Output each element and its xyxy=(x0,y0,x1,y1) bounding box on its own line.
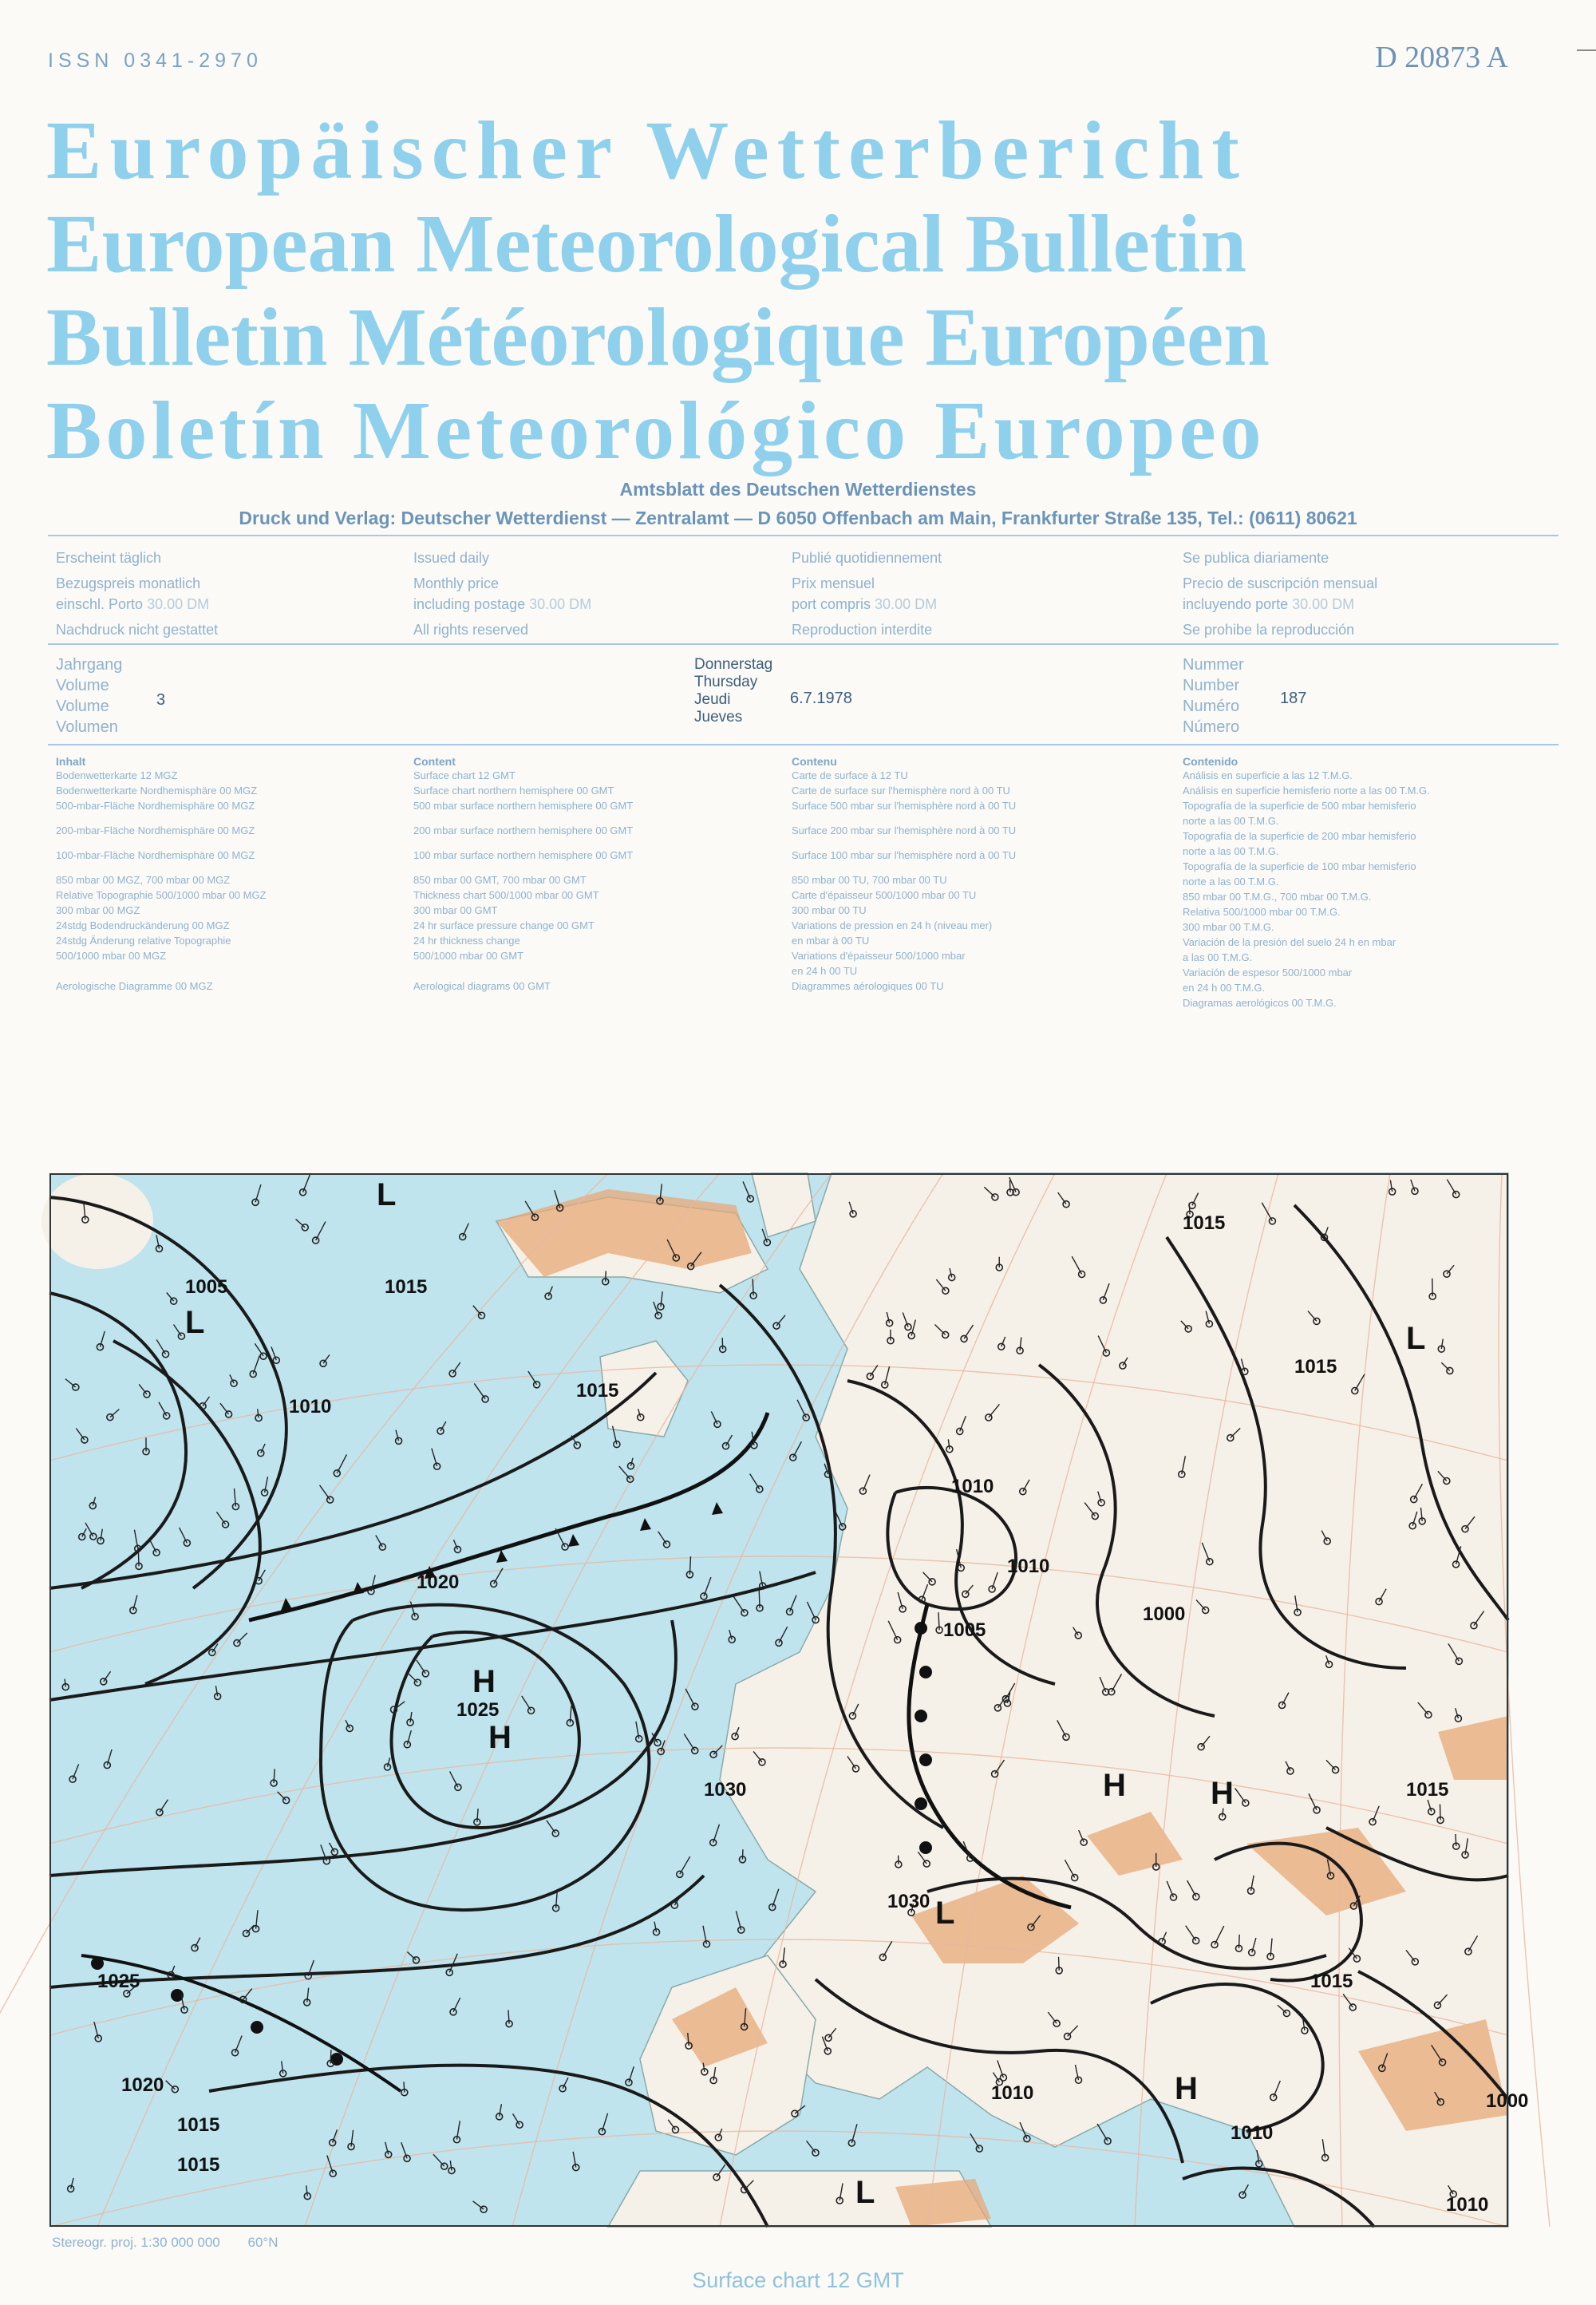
contents-item: 24 hr thickness change xyxy=(413,935,520,947)
volume-label: Volume xyxy=(56,698,109,715)
contents-item: Thickness chart 500/1000 mbar 00 GMT xyxy=(413,889,599,901)
isobar-label: 1010 xyxy=(1007,1556,1050,1577)
contents-item: 24stdg Änderung relative Topographie xyxy=(56,935,231,947)
contents-heading: Inhalt xyxy=(56,755,86,768)
postage-text: port compris xyxy=(792,596,871,612)
issued-text: Se publica diariamente xyxy=(1183,550,1329,566)
warm-front-semicircle xyxy=(919,1841,932,1854)
map-footer xyxy=(52,2235,278,2251)
volume-label: Jahrgang xyxy=(56,656,123,674)
isobar-label: 1015 xyxy=(1183,1212,1226,1234)
title-english: European Meteorological Bulletin xyxy=(46,198,1247,290)
contents-item xyxy=(56,963,407,979)
terrain-relief xyxy=(895,2179,991,2227)
wind-barb xyxy=(1009,1180,1010,1192)
contents-item: Análisis en superficie a las 12 T.M.G. xyxy=(1183,769,1353,781)
warm-front-semicircle xyxy=(915,1622,927,1635)
contents-heading: Contenido xyxy=(1183,755,1238,768)
contents-column xyxy=(56,755,407,994)
contents-item: 100-mbar-Fläche Nordhemisphäre 00 MGZ xyxy=(56,849,255,861)
isobar-label: 1020 xyxy=(121,2074,164,2096)
contents-item xyxy=(413,863,764,872)
contents-item: Relativa 500/1000 mbar 00 T.M.G. xyxy=(1183,906,1341,918)
rights-text: Se prohibe la reproducción xyxy=(1183,622,1355,638)
contents-item: 500-mbar-Fläche Nordhemisphäre 00 MGZ xyxy=(56,800,255,812)
price-value: 30.00 DM xyxy=(529,596,592,612)
isobar-label: 1020 xyxy=(417,1572,460,1593)
official-gazette-line: Amtsblatt des Deutschen Wetterdienstes xyxy=(619,479,977,500)
warm-front-semicircle xyxy=(919,1753,932,1766)
latitude-note: 60°N xyxy=(247,2235,279,2250)
contents-column xyxy=(792,755,1143,994)
isobar-label: 1030 xyxy=(704,1779,747,1801)
isobar-label: 1005 xyxy=(185,1276,228,1298)
number-labels xyxy=(1183,654,1244,737)
isobar-label: 1015 xyxy=(1310,1971,1353,1992)
contents-item: Diagramas aerológicos 00 T.M.G. xyxy=(1183,997,1337,1009)
isobar-label: 1030 xyxy=(887,1891,930,1912)
title-spanish: Boletín Meteorológico Europeo xyxy=(46,385,1266,476)
contents-heading: Content xyxy=(413,755,456,768)
contents-item: 500/1000 mbar 00 MGZ xyxy=(56,950,167,962)
isobar-label: 1010 xyxy=(951,1476,994,1497)
contents-item xyxy=(792,813,1143,823)
price-value: 30.00 DM xyxy=(875,596,938,612)
contents-item: 500/1000 mbar 00 GMT xyxy=(413,950,524,962)
contents-item: Bodenwetterkarte 12 MGZ xyxy=(56,769,178,781)
contents-item: Topografía de la superficie de 100 mbar hemisferio xyxy=(1183,860,1416,872)
projection-note: Stereogr. proj. 1:30 000 000 xyxy=(52,2235,220,2250)
contents-item: Carte d'épaisseur 500/1000 mbar 00 TU xyxy=(792,889,977,901)
postage-text: incluyendo porte xyxy=(1183,596,1289,612)
contents-item xyxy=(413,963,764,979)
contents-item: Surface 500 mbar sur l'hemisphère nord à 00 TU xyxy=(792,800,1017,812)
contents-item: 200 mbar surface northern hemisphere 00 GMT xyxy=(413,824,634,836)
issn: ISSN 0341-2970 xyxy=(48,49,263,72)
contents-item: Surface chart 12 GMT xyxy=(413,769,516,781)
subscription-german xyxy=(56,548,407,640)
contents-item xyxy=(56,863,407,872)
wind-barb xyxy=(759,1590,760,1608)
number-label: Nummer xyxy=(1183,656,1244,674)
isobar-label: 1010 xyxy=(1446,2194,1489,2216)
chart-caption: Surface chart 12 GMT xyxy=(692,2268,904,2292)
contents-item: Variación de espesor 500/1000 mbar xyxy=(1183,967,1353,979)
title-german: Europäischer Wetterbericht xyxy=(46,105,1247,196)
contents-item: norte a las 00 T.M.G. xyxy=(1183,845,1279,857)
warm-front-semicircle xyxy=(919,1666,932,1678)
divider xyxy=(48,744,1558,745)
volume-labels xyxy=(56,654,122,737)
issued-text: Publié quotidiennement xyxy=(792,550,942,566)
contents-heading: Contenu xyxy=(792,755,837,768)
divider xyxy=(48,643,1558,645)
postage-text: einschl. Porto xyxy=(56,596,144,612)
isobar-label: 1015 xyxy=(576,1380,619,1402)
volume-label: Volume xyxy=(56,677,109,694)
contents-item: Topografía de la superficie de 200 mbar hemisferio xyxy=(1183,830,1416,842)
contents-item: 500 mbar surface northern hemisphere 00 GMT xyxy=(413,800,634,812)
contents-item: 24stdg Bodendruckänderung 00 MGZ xyxy=(56,919,230,931)
warm-front-semicircle xyxy=(330,2053,343,2066)
high-pressure-center: H xyxy=(488,1720,512,1755)
contents-item: 850 mbar 00 T.M.G., 700 mbar 00 T.M.G. xyxy=(1183,891,1372,903)
wind-barb xyxy=(1238,1935,1239,1948)
low-pressure-center: L xyxy=(185,1305,205,1340)
isobar-label: 1000 xyxy=(1143,1603,1186,1625)
isobar-label: 1010 xyxy=(1231,2122,1274,2144)
isobar-label: 1015 xyxy=(177,2114,220,2136)
contents-item xyxy=(56,838,407,848)
volume-label: Volumen xyxy=(56,718,118,736)
wind-barb xyxy=(1059,1957,1060,1971)
contents-item: Aerologische Diagramme 00 MGZ xyxy=(56,980,213,992)
contents-item: Diagrammes aérologiques 00 TU xyxy=(792,980,944,992)
rights-text: Nachdruck nicht gestattet xyxy=(56,622,219,638)
price-label: Bezugspreis monatlich xyxy=(56,575,201,591)
contents-item: 300 mbar 00 T.M.G. xyxy=(1183,921,1274,933)
contents-item: Variations de pression en 24 h (niveau mer) xyxy=(792,919,993,931)
subscription-english xyxy=(413,548,764,640)
number-label: Number xyxy=(1183,677,1240,694)
contents-item: 850 mbar 00 GMT, 700 mbar 00 GMT xyxy=(413,874,587,886)
number-label: Numéro xyxy=(1183,698,1240,715)
weekday-labels xyxy=(694,656,772,726)
price-line xyxy=(56,594,407,615)
price-line xyxy=(792,594,1143,615)
low-pressure-center: L xyxy=(1406,1321,1426,1356)
price-value: 30.00 DM xyxy=(1292,596,1355,612)
issued-text: Erscheint täglich xyxy=(56,550,162,566)
contents-item xyxy=(413,838,764,848)
contents-item: Análisis en superficie hemisferio norte a las 00 T.M.G. xyxy=(1183,785,1430,797)
price-line xyxy=(1183,594,1550,615)
low-pressure-center: L xyxy=(377,1177,397,1212)
isobar-label: 1010 xyxy=(991,2082,1034,2104)
divider xyxy=(48,535,1558,536)
rights-text: Reproduction interdite xyxy=(792,622,933,638)
volume-value: 3 xyxy=(156,691,166,709)
contents-item: 200-mbar-Fläche Nordhemisphäre 00 MGZ xyxy=(56,824,255,836)
wind-barb xyxy=(330,2050,331,2063)
contents-item: en 24 h 00 TU xyxy=(792,965,858,977)
contents-item xyxy=(413,813,764,823)
issued-text: Issued daily xyxy=(413,550,490,566)
issue-date: 6.7.1978 xyxy=(790,690,852,707)
title-french: Bulletin Météorologique Européen xyxy=(46,291,1270,383)
isobar-label: 1005 xyxy=(943,1619,986,1641)
low-pressure-center: L xyxy=(855,2175,875,2210)
contents-column xyxy=(413,755,764,994)
contents-item: Surface chart northern hemisphere 00 GMT xyxy=(413,785,614,797)
contents-item: 850 mbar 00 TU, 700 mbar 00 TU xyxy=(792,874,947,886)
contents-item: 24 hr surface pressure change 00 GMT xyxy=(413,919,595,931)
wind-barb xyxy=(138,1547,139,1566)
contents-item: Surface 200 mbar sur l'hemisphère nord à 00 TU xyxy=(792,824,1017,836)
contents-item: en 24 h 00 T.M.G. xyxy=(1183,982,1266,994)
high-pressure-center: H xyxy=(1175,2071,1198,2106)
isobar-label: 1010 xyxy=(289,1396,332,1417)
weekday: Donnerstag xyxy=(694,656,773,673)
contents-item: Variations d'épaisseur 500/1000 mbar xyxy=(792,950,966,962)
contents-item: a las 00 T.M.G. xyxy=(1183,951,1253,963)
high-pressure-center: H xyxy=(1211,1776,1234,1811)
contents-item: norte a las 00 T.M.G. xyxy=(1183,815,1279,827)
contents-item: Carte de surface sur l'hemisphère nord à 00 TU xyxy=(792,785,1010,797)
contents-item: 300 mbar 00 TU xyxy=(792,904,867,916)
contents-item: Variación de la presión del suelo 24 h en mbar xyxy=(1183,936,1396,948)
warm-front-semicircle xyxy=(915,1797,927,1810)
contents-item: Aerological diagrams 00 GMT xyxy=(413,980,551,992)
contents-item: 300 mbar 00 GMT xyxy=(413,904,498,916)
price-label: Precio de suscripción mensual xyxy=(1183,575,1378,591)
contents-item xyxy=(792,863,1143,872)
number-label: Número xyxy=(1183,718,1240,736)
contents-item: Relative Topographie 500/1000 mbar 00 MGZ xyxy=(56,889,267,901)
isobar-label: 1000 xyxy=(1486,2090,1529,2112)
price-label: Prix mensuel xyxy=(792,575,875,591)
postage-text: including postage xyxy=(413,596,526,612)
warm-front-semicircle xyxy=(915,1710,927,1722)
contents-item: 100 mbar surface northern hemisphere 00 GMT xyxy=(413,849,634,861)
weekday: Jueves xyxy=(694,709,743,726)
publisher-line: Druck und Verlag: Deutscher Wetterdienst — Zentralamt — D 6050 Offenbach am Main, Frankfurter Straße 135, Tel.: (0611) 80621 xyxy=(239,508,1357,528)
isobar-label: 1015 xyxy=(1294,1356,1337,1378)
title-block xyxy=(46,104,1562,477)
subscription-french xyxy=(792,548,1143,640)
warm-front-semicircle xyxy=(91,1957,104,1970)
contents-item: en mbar à 00 TU xyxy=(792,935,870,947)
rights-text: All rights reserved xyxy=(413,622,529,638)
contents-item xyxy=(792,838,1143,848)
subscription-spanish xyxy=(1183,548,1550,640)
isobar-label: 1015 xyxy=(177,2154,220,2176)
high-pressure-center: H xyxy=(1103,1768,1126,1803)
contents-item: 850 mbar 00 MGZ, 700 mbar 00 MGZ xyxy=(56,874,231,886)
isobar-label: 1015 xyxy=(385,1276,428,1298)
isobar-label: 1025 xyxy=(97,1971,140,1992)
issue-number: 187 xyxy=(1280,690,1307,707)
contents-item: Carte de surface à 12 TU xyxy=(792,769,908,781)
surface-weather-map xyxy=(49,1173,1529,2227)
price-label: Monthly price xyxy=(413,575,500,591)
low-pressure-center: L xyxy=(935,1896,955,1931)
weekday: Thursday xyxy=(694,674,758,690)
contents-item: 300 mbar 00 MGZ xyxy=(56,904,140,916)
price-line xyxy=(413,594,764,615)
contents-item: Topografía de la superficie de 500 mbar hemisferio xyxy=(1183,800,1416,812)
wind-barb xyxy=(404,2082,405,2092)
high-pressure-center: H xyxy=(472,1664,496,1699)
contents-item: Surface 100 mbar sur l'hemisphère nord à 00 TU xyxy=(792,849,1017,861)
price-value: 30.00 DM xyxy=(147,596,210,612)
contents-item xyxy=(56,813,407,823)
isobar-label: 1015 xyxy=(1406,1779,1449,1801)
edge-tick xyxy=(1577,49,1596,51)
publication-code: D 20873 A xyxy=(1375,41,1508,74)
contents-column xyxy=(1183,755,1558,1010)
contents-item: norte a las 00 T.M.G. xyxy=(1183,876,1279,888)
warm-front-semicircle xyxy=(251,2021,263,2034)
contents-item: Bodenwetterkarte Nordhemisphäre 00 MGZ xyxy=(56,785,258,797)
isobar-label: 1025 xyxy=(456,1699,500,1721)
weekday: Jeudi xyxy=(694,691,731,708)
